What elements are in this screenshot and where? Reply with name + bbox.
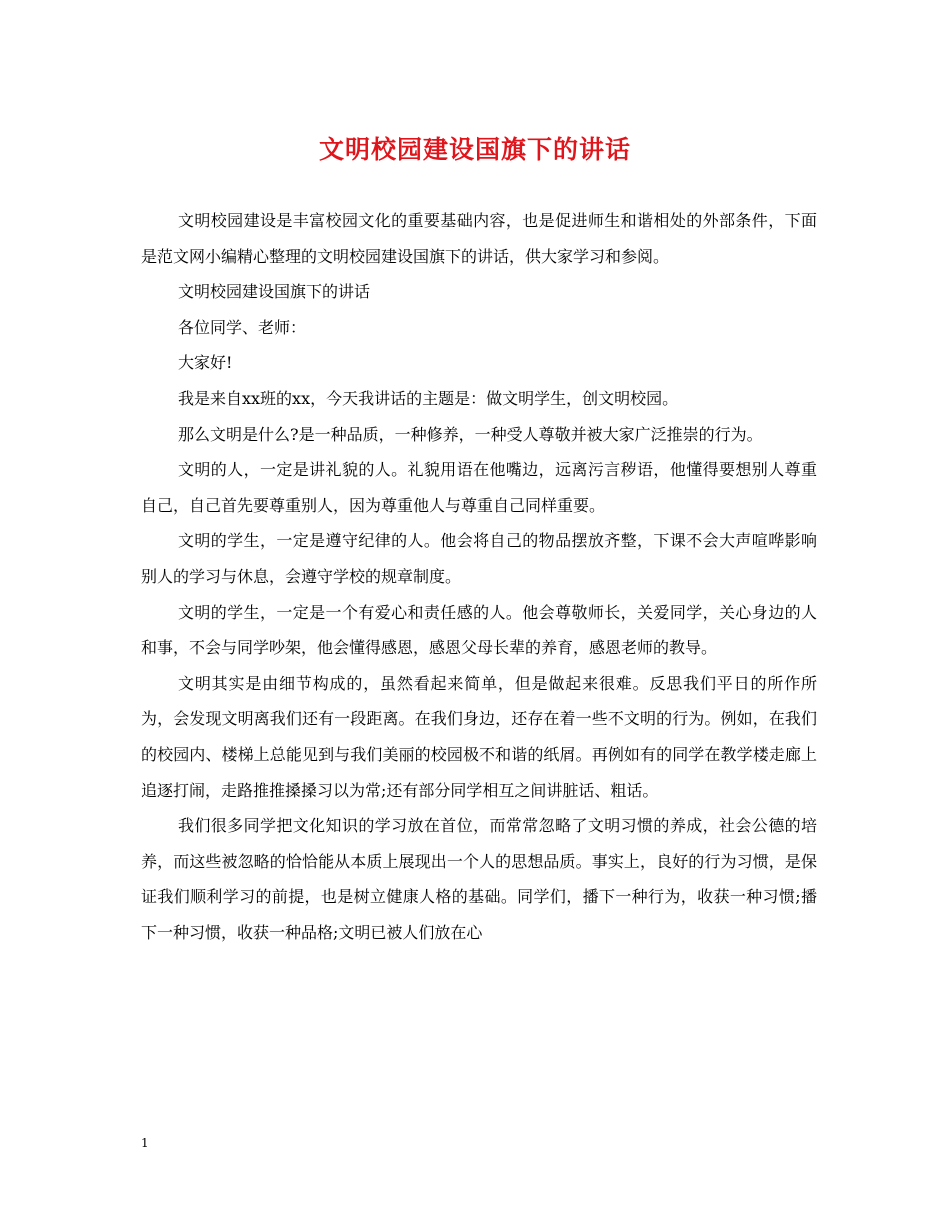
document-body — [141, 203, 817, 950]
paragraph-responsibility: 文明的学生，一定是一个有爱心和责任感的人。他会尊敬师长，关爱同学，关心身边的人和事，不会与同学吵架，他会懂得感恩，感恩父母长辈的养育，感恩老师的教导。 — [141, 602, 817, 658]
paragraph-topic: 我是来自xx班的xx，今天我讲话的主题是：做文明学生，创文明校园。 — [178, 388, 679, 408]
paragraph-greeting: 大家好! — [178, 353, 233, 373]
paragraph-what-is-civility: 那么文明是什么?是一种品质，一种修养，一种受人尊敬并被大家广泛推崇的行为。 — [178, 424, 763, 444]
paragraph-salutation: 各位同学、老师： — [178, 317, 307, 337]
document-title: 文明校园建设国旗下的讲话 — [318, 135, 631, 164]
paragraph-habits: 我们很多同学把文化知识的学习放在首位，而常常忽略了文明习惯的养成，社会公德的培养，而这些被忽略的恰恰能从本质上展现出一个人的思想品质。事实上，良好的行为习惯，是保证我们顺利学习的前提，也是树立健康人格的基础。同学们，播下一种行为，收获一种习惯;播下一种习惯，收获一种品格;文明已被人们放在心 — [141, 816, 817, 942]
paragraph-details: 文明其实是由细节构成的，虽然看起来简单，但是做起来很难。反思我们平日的所作所为，会发现文明离我们还有一段距离。在我们身边，还存在着一些不文明的行为。例如，在我们的校园内、楼梯上总能见到与我们美丽的校园极不和谐的纸屑。再例如有的同学在教学楼走廊上追逐打闹，走路推推搡搡习以为常;还有部分同学相互之间讲脏话、粗话。 — [141, 673, 817, 800]
paragraph-intro: 文明校园建设是丰富校园文化的重要基础内容，也是促进师生和谐相处的外部条件，下面是范文网小编精心整理的文明校园建设国旗下的讲话，供大家学习和参阅。 — [141, 211, 817, 266]
page-number: 1 — [141, 1136, 149, 1150]
paragraph-politeness: 文明的人，一定是讲礼貌的人。礼貌用语在他嘴边，远离污言秽语，他懂得要想别人尊重自己，自己首先要尊重别人，因为尊重他人与尊重自己同样重要。 — [141, 460, 817, 515]
paragraph-speech-title: 文明校园建设国旗下的讲话 — [178, 282, 371, 302]
paragraph-discipline: 文明的学生，一定是遵守纪律的人。他会将自己的物品摆放齐整，下课不会大声喧哗影响别人的学习与休息，会遵守学校的规章制度。 — [141, 531, 817, 586]
